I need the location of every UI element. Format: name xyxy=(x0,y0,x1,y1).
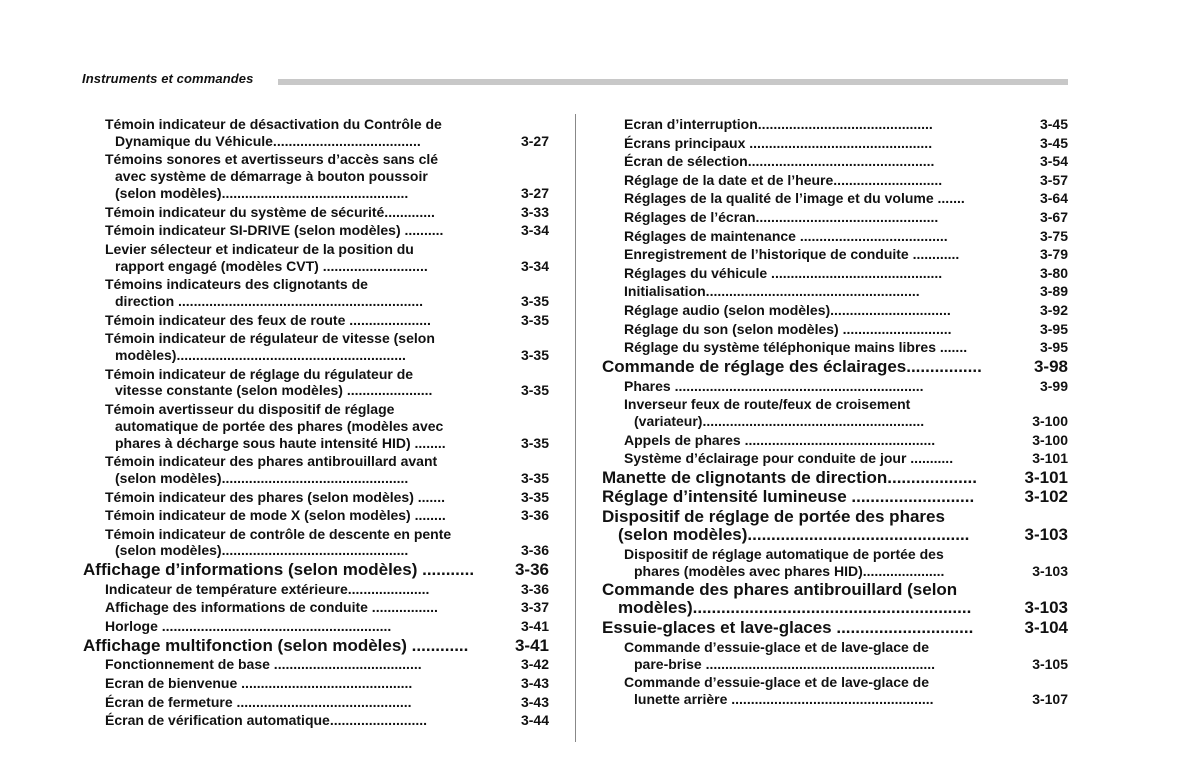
toc-page-number: 3-35 xyxy=(520,382,549,399)
toc-page-number: 3-43 xyxy=(520,675,549,692)
toc-entry-title xyxy=(602,116,1016,133)
toc-page-number: 3-36 xyxy=(520,580,549,597)
toc-entry-title xyxy=(83,330,494,364)
toc-sub-entry xyxy=(602,135,1068,152)
toc-entry-title xyxy=(602,135,1016,152)
toc-sub-entry xyxy=(83,712,549,729)
toc-entry-title xyxy=(83,116,494,150)
toc-main-entry xyxy=(602,581,1068,617)
toc-page-number: 3-33 xyxy=(520,203,549,220)
toc-entry-title xyxy=(83,401,494,451)
toc-page-number: 3-35 xyxy=(520,469,549,486)
toc-entry-title xyxy=(83,526,494,560)
toc-entry-line: Témoin indicateur de mode X (selon modèles) ........ xyxy=(105,507,446,524)
toc-page-number: 3-36 xyxy=(514,560,549,580)
toc-main-entry xyxy=(83,561,549,579)
toc-entry-line: Enregistrement de l’historique de conduite ............ xyxy=(624,246,960,263)
toc-sub-entry xyxy=(602,228,1068,245)
toc-entry-line: Levier sélecteur et indicateur de la position du xyxy=(105,240,414,257)
toc-entry-line: Réglage de la date et de l’heure............................ xyxy=(624,171,943,188)
toc-main-entry xyxy=(602,358,1068,376)
toc-entry-title xyxy=(83,675,494,692)
toc-sub-entry xyxy=(83,312,549,329)
toc-main-entry xyxy=(602,508,1068,544)
toc-entry-line: Initialisation....................................................... xyxy=(624,283,920,300)
toc-entry-title xyxy=(602,469,1016,487)
toc-entry-title xyxy=(602,172,1016,189)
toc-page-number: 3-44 xyxy=(520,712,549,729)
toc-entry-title xyxy=(83,656,494,673)
toc-entry-line: Dynamique du Véhicule...................................... xyxy=(115,132,421,149)
toc-sub-entry xyxy=(602,116,1068,133)
toc-entry-line: Témoins sonores et avertisseurs d’accès sans clé xyxy=(105,151,439,168)
toc-sub-entry xyxy=(83,675,549,692)
toc-entry-title xyxy=(602,246,1016,263)
toc-entry-line: Témoin indicateur des phares antibrouillard avant xyxy=(105,453,438,470)
toc-entry-title xyxy=(83,366,494,400)
toc-sub-entry xyxy=(83,656,549,673)
toc-entry-line: Affichage d’informations (selon modèles) ........... xyxy=(83,561,475,580)
toc-entry-line: Réglage audio (selon modèles)............................... xyxy=(624,301,951,318)
toc-entry-line: Réglages du véhicule ............................................ xyxy=(624,264,943,281)
toc-entry-title xyxy=(83,222,494,239)
toc-page-number: 3-34 xyxy=(520,222,549,239)
toc-sub-entry xyxy=(83,241,549,275)
toc-entry-line: Système d’éclairage pour conduite de jour ........... xyxy=(624,450,954,467)
toc-page-number: 3-42 xyxy=(520,656,549,673)
toc-page-number: 3-36 xyxy=(520,542,549,559)
toc-sub-entry xyxy=(83,276,549,310)
toc-entry-title xyxy=(83,507,494,524)
toc-page-number: 3-35 xyxy=(520,346,549,363)
toc-entry-line: Essuie-glaces et lave-glaces ............................. xyxy=(602,619,974,638)
toc-sub-entry xyxy=(83,453,549,487)
toc-sub-entry xyxy=(83,581,549,598)
toc-page-number: 3-43 xyxy=(520,693,549,710)
toc-entry-line: Horloge ........................................................... xyxy=(105,618,392,635)
toc-entry-line: Écrans principaux ............................................... xyxy=(624,134,933,151)
toc-entry-title xyxy=(83,453,494,487)
toc-page-number: 3-101 xyxy=(1032,450,1068,467)
toc-entry-line: Témoin indicateur du système de sécurité............. xyxy=(105,203,435,220)
toc-sub-entry xyxy=(83,599,549,616)
toc-main-entry xyxy=(602,619,1068,637)
toc-entry-title xyxy=(602,508,1016,544)
toc-entry-title xyxy=(83,204,494,221)
toc-entry-line: modèles)........................................................... xyxy=(115,346,406,363)
toc-entry-title xyxy=(602,228,1016,245)
toc-page-number: 3-95 xyxy=(1039,320,1068,337)
toc-page-number: 3-35 xyxy=(520,311,549,328)
toc-entry-line: Témoin indicateur des phares (selon modèles) ....... xyxy=(105,488,445,505)
toc-entry-title xyxy=(602,639,1008,673)
toc-main-entry xyxy=(83,637,549,655)
toc-page-number: 3-104 xyxy=(1024,618,1068,638)
toc-entry-title xyxy=(83,694,494,711)
toc-page-number: 3-45 xyxy=(1039,116,1068,132)
toc-sub-entry xyxy=(602,153,1068,170)
toc-entry-line: phares à décharge sous haute intensité HID) ........ xyxy=(115,434,446,451)
toc-entry-line: Écran de vérification automatique......................... xyxy=(105,712,428,729)
toc-sub-entry xyxy=(83,694,549,711)
toc-entry-title xyxy=(602,619,1016,637)
toc-entry-line: Manette de clignotants de direction................... xyxy=(602,468,977,487)
toc-page-number: 3-67 xyxy=(1039,208,1068,225)
toc-page-number: 3-45 xyxy=(1039,134,1068,151)
toc-entry-line: phares (modèles avec phares HID)..................... xyxy=(634,562,945,579)
toc-entry-line: Appels de phares ................................................. xyxy=(624,431,936,448)
toc-entry-title xyxy=(602,450,1008,467)
toc-page-number: 3-64 xyxy=(1039,190,1068,207)
toc-sub-entry xyxy=(83,222,549,239)
toc-page-number: 3-36 xyxy=(520,507,549,524)
toc-entry-line: Affichage des informations de conduite ................. xyxy=(105,599,438,616)
toc-entry-title xyxy=(83,599,494,616)
toc-main-entry xyxy=(602,488,1068,506)
toc-entry-line: avec système de démarrage à bouton poussoir xyxy=(115,168,428,185)
toc-entry-title xyxy=(602,546,1008,580)
toc-page-number: 3-35 xyxy=(520,434,549,451)
toc-entry-line: Écran de fermeture ............................................. xyxy=(105,693,412,710)
toc-entry-title xyxy=(602,265,1016,282)
toc-page-number: 3-105 xyxy=(1032,655,1068,672)
toc-entry-line: Témoin indicateur des feux de route ..................... xyxy=(105,311,431,328)
toc-page-number: 3-27 xyxy=(520,184,549,201)
toc-entry-line: Commande d’essuie-glace et de lave-glace de xyxy=(624,639,930,656)
toc-entry-line: Commande des phares antibrouillard (selon xyxy=(602,581,958,600)
toc-page-number: 3-103 xyxy=(1032,562,1068,579)
toc-entry-title xyxy=(602,209,1016,226)
toc-page-number: 3-98 xyxy=(1033,356,1068,376)
toc-sub-entry xyxy=(83,151,549,201)
toc-page-number: 3-100 xyxy=(1032,431,1068,448)
toc-entry-line: Ecran de bienvenue ............................................ xyxy=(105,675,413,692)
toc-page-number: 3-92 xyxy=(1039,301,1068,318)
toc-entry-line: (selon modèles)............................................... xyxy=(618,525,970,545)
toc-entry-title xyxy=(602,358,1016,376)
toc-sub-entry xyxy=(83,507,549,524)
toc-page-number: 3-103 xyxy=(1024,598,1068,618)
toc-entry-line: Inverseur feux de route/feux de croisement xyxy=(624,396,911,413)
toc-entry-title xyxy=(83,489,494,506)
toc-sub-entry xyxy=(602,265,1068,282)
toc-page-number: 3-95 xyxy=(1039,339,1068,356)
toc-page-number: 3-41 xyxy=(514,635,549,655)
toc-page-number: 3-37 xyxy=(520,599,549,616)
toc-page-number: 3-103 xyxy=(1024,525,1068,545)
toc-entry-title xyxy=(602,432,1008,449)
toc-entry-line: (variateur)......................................................... xyxy=(634,412,925,429)
toc-sub-entry xyxy=(602,378,1068,395)
toc-entry-line: Indicateur de température extérieure..................... xyxy=(105,580,430,597)
toc-sub-entry xyxy=(83,618,549,635)
toc-page-number: 3-101 xyxy=(1024,467,1068,487)
toc-entry-title xyxy=(83,581,494,598)
toc-page-number: 3-57 xyxy=(1039,171,1068,188)
toc-entry-title xyxy=(83,712,494,729)
toc-entry-line: (selon modèles)................................................ xyxy=(115,184,409,201)
toc-page-number: 3-100 xyxy=(1032,412,1068,429)
toc-sub-entry xyxy=(602,246,1068,263)
toc-page-number: 3-99 xyxy=(1039,377,1068,394)
toc-page-number: 3-79 xyxy=(1039,246,1068,263)
toc-sub-entry xyxy=(602,283,1068,300)
toc-entry-line: Ecran d’interruption............................................. xyxy=(624,116,933,132)
toc-entry-title xyxy=(83,618,494,635)
toc-page-number: 3-41 xyxy=(520,618,549,635)
toc-sub-entry xyxy=(602,674,1068,708)
toc-page-number: 3-35 xyxy=(520,292,549,309)
toc-page-number: 3-27 xyxy=(520,132,549,149)
toc-sub-entry xyxy=(602,209,1068,226)
toc-entry-line: (selon modèles)................................................ xyxy=(115,469,409,486)
toc-entry-line: Réglages de l’écran............................................... xyxy=(624,208,939,225)
toc-sub-entry xyxy=(602,450,1068,467)
toc-page-number: 3-54 xyxy=(1039,153,1068,170)
toc-entry-title xyxy=(83,637,489,655)
toc-sub-entry xyxy=(83,204,549,221)
toc-entry-line: Témoin indicateur de régulateur de vitesse (selon xyxy=(105,330,435,347)
column-divider xyxy=(575,114,576,742)
toc-sub-entry xyxy=(602,432,1068,449)
toc-entry-line: modèles)........................................................... xyxy=(618,598,972,618)
toc-entry-title xyxy=(602,283,1016,300)
toc-entry-title xyxy=(83,241,494,275)
toc-entry-line: Fonctionnement de base ...................................... xyxy=(105,656,422,673)
toc-sub-entry xyxy=(83,401,549,451)
toc-entry-line: direction ............................................................... xyxy=(115,292,424,309)
toc-page-number: 3-80 xyxy=(1039,264,1068,281)
toc-entry-title xyxy=(602,339,1016,356)
toc-sub-entry xyxy=(602,321,1068,338)
toc-entry-title xyxy=(83,312,494,329)
toc-entry-line: Affichage multifonction (selon modèles) ............ xyxy=(83,636,469,655)
toc-entry-line: Réglages de la qualité de l’image et du volume ....... xyxy=(624,190,965,207)
toc-sub-entry xyxy=(83,489,549,506)
toc-sub-entry xyxy=(602,172,1068,189)
toc-sub-entry xyxy=(602,639,1068,673)
toc-entry-title xyxy=(602,488,1016,506)
toc-entry-title xyxy=(83,151,494,201)
toc-entry-title xyxy=(83,276,494,310)
toc-entry-title xyxy=(602,581,1016,617)
toc-entry-title xyxy=(602,378,1016,395)
toc-entry-line: Témoin indicateur de désactivation du Contrôle de xyxy=(105,116,442,132)
toc-left-column xyxy=(83,116,549,731)
toc-right-column xyxy=(602,116,1068,710)
toc-entry-line: automatique de portée des phares (modèles avec xyxy=(115,417,444,434)
toc-entry-line: Réglages de maintenance ...................................... xyxy=(624,227,948,244)
toc-page-number: 3-89 xyxy=(1039,283,1068,300)
toc-page-number: 3-102 xyxy=(1024,487,1068,507)
toc-sub-entry xyxy=(602,339,1068,356)
toc-entry-line: pare-brise ........................................................... xyxy=(634,655,936,672)
toc-sub-entry xyxy=(83,116,549,150)
toc-page-number: 3-35 xyxy=(520,488,549,505)
toc-page-number: 3-75 xyxy=(1039,227,1068,244)
toc-entry-title xyxy=(602,674,1008,708)
toc-entry-title xyxy=(83,561,489,579)
toc-page-number: 3-34 xyxy=(520,257,549,274)
toc-entry-line: rapport engagé (modèles CVT) ........................... xyxy=(115,257,428,274)
toc-entry-title xyxy=(602,153,1016,170)
toc-sub-entry xyxy=(83,526,549,560)
toc-entry-line: (selon modèles)................................................ xyxy=(115,542,409,559)
toc-entry-line: Commande de réglage des éclairages................ xyxy=(602,357,982,376)
toc-entry-line: Témoin indicateur SI-DRIVE (selon modèles) .......... xyxy=(105,222,444,239)
toc-entry-line: Témoin avertisseur du dispositif de réglage xyxy=(105,400,395,417)
toc-entry-title xyxy=(602,321,1016,338)
toc-entry-line: Écran de sélection................................................ xyxy=(624,153,935,170)
toc-entry-line: lunette arrière .................................................... xyxy=(634,691,934,708)
toc-entry-line: vitesse constante (selon modèles) ...................... xyxy=(115,382,433,399)
toc-entry-line: Réglage du son (selon modèles) ............................ xyxy=(624,320,952,337)
toc-sub-entry xyxy=(83,366,549,400)
toc-entry-line: Témoin indicateur de réglage du régulateur de xyxy=(105,365,414,382)
toc-entry-line: Réglage d’intensité lumineuse .......................... xyxy=(602,488,975,507)
toc-entry-title xyxy=(602,190,1016,207)
toc-entry-title xyxy=(602,396,1008,430)
toc-sub-entry xyxy=(602,302,1068,319)
toc-entry-line: Dispositif de réglage automatique de portée des xyxy=(624,546,944,563)
toc-main-entry xyxy=(602,469,1068,487)
toc-entry-line: Phares ................................................................ xyxy=(624,377,924,394)
toc-sub-entry xyxy=(602,396,1068,430)
toc-entry-line: Témoins indicateurs des clignotants de xyxy=(105,276,368,293)
toc-entry-title xyxy=(602,302,1016,319)
toc-entry-line: Dispositif de réglage de portée des phares xyxy=(602,508,945,527)
toc-sub-entry xyxy=(83,330,549,364)
toc-entry-line: Témoin indicateur de contrôle de descente en pente xyxy=(105,525,452,542)
toc-page-number: 3-107 xyxy=(1032,691,1068,708)
page-header-title: Instruments et commandes xyxy=(82,71,254,86)
toc-sub-entry xyxy=(602,190,1068,207)
toc-sub-entry xyxy=(602,546,1068,580)
toc-entry-line: Commande d’essuie-glace et de lave-glace de xyxy=(624,674,930,691)
toc-entry-line: Réglage du système téléphonique mains libres ....... xyxy=(624,339,968,356)
